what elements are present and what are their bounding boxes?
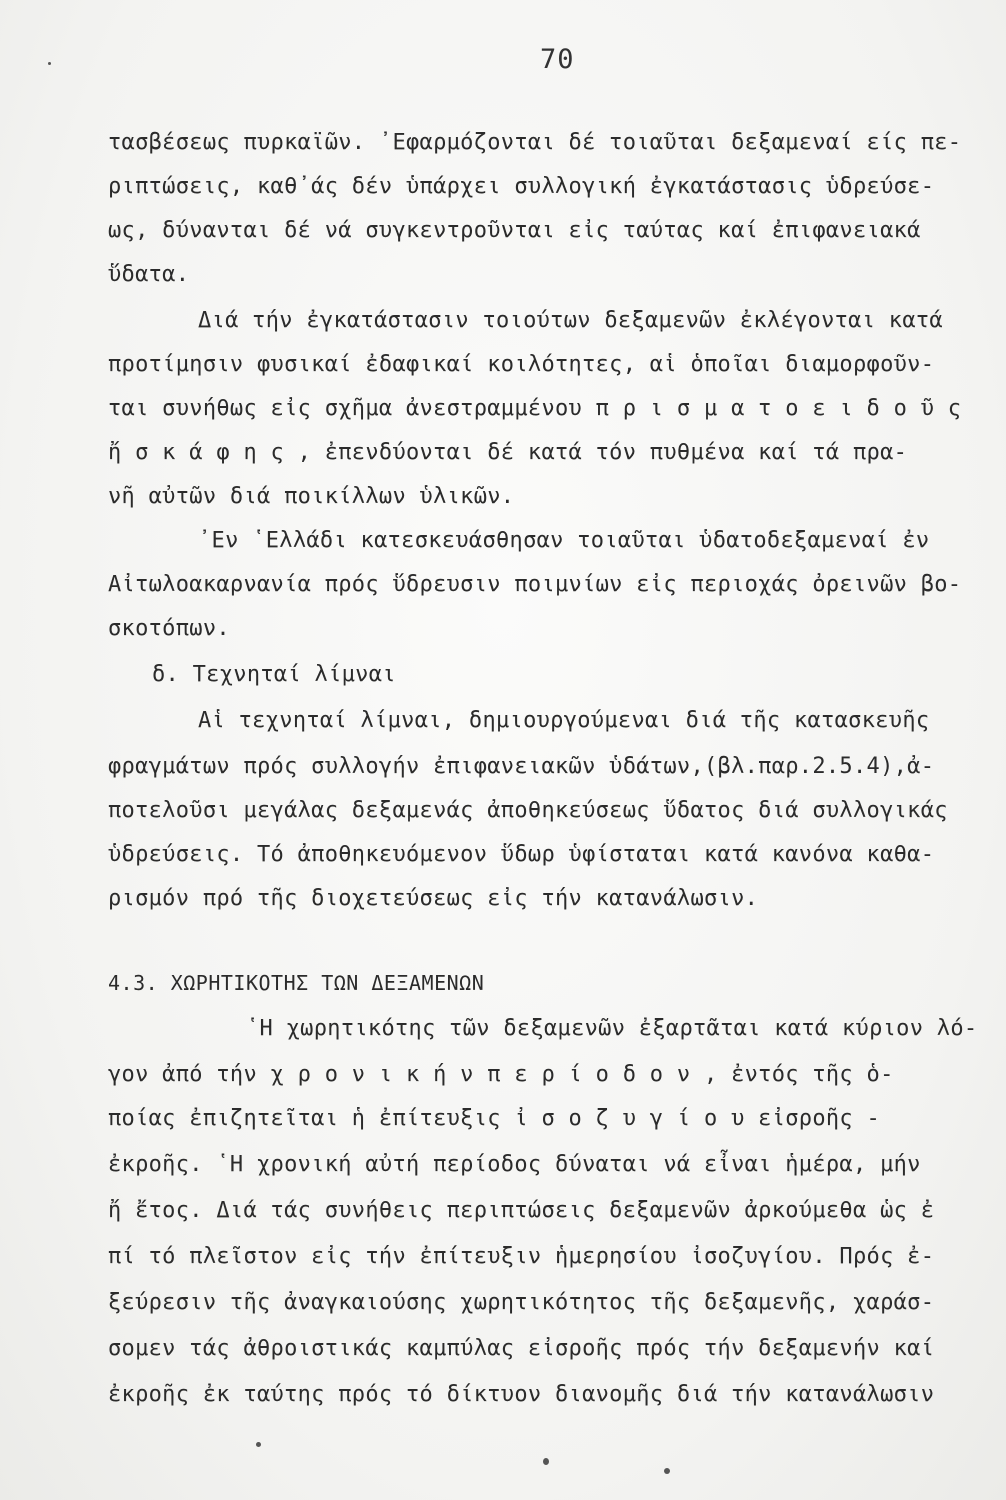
page-number: 70 xyxy=(540,44,575,75)
text-line: ῾Η χωρητικότης τῶν δεξαμενῶν ἐξαρτᾶται κατά κύριον λό- xyxy=(246,1016,978,1041)
text-line: τασβέσεως πυρκαϊῶν. ᾿Εφαρμόζονται δέ τοιαῦται δεξαμεναί είς πε- xyxy=(108,130,962,155)
text-line: ριπτώσεις, καθ᾿άς δέν ὑπάρχει συλλογική ἐγκατάστασις ὑδρεύσε- xyxy=(108,174,935,199)
text-line: φραγμάτων πρός συλλογήν ἐπιφανειακῶν ὑδάτων,(βλ.παρ.2.5.4),ἀ- xyxy=(108,754,935,779)
text-line: ποίας ἐπιζητεῖται ἡ ἐπίτευξις ἰ σ ο ζ υ γ ί ο υ εἰσροῆς - xyxy=(108,1106,881,1131)
scan-speck xyxy=(664,1468,670,1474)
subheading: δ. Τεχνηταί λίμναι xyxy=(152,662,396,687)
text-line: ται συνήθως εἰς σχῆμα ἀνεστραμμένου π ρ ι σ μ α τ ο ε ι δ ο ῦ ς xyxy=(108,396,962,421)
text-line: ἐκροῆς. ῾Η χρονική αὐτή περίοδος δύναται νά εἶναι ἡμέρα, μήν xyxy=(108,1152,921,1177)
section-heading: 4.3. ΧΩΡΗΤΙΚΟΤΗΣ ΤΩΝ ΔΕΞΑΜΕΝΩΝ xyxy=(108,971,485,995)
text-line: ἐκροῆς ἐκ ταύτης πρός τό δίκτυον διανομῆς διά τήν κατανάλωσιν xyxy=(108,1382,935,1407)
scan-speck xyxy=(48,62,51,65)
text-line: ρισμόν πρό τῆς διοχετεύσεως εἰς τήν κατανάλωσιν. xyxy=(108,886,759,911)
text-line: Αἱ τεχνηταί λίμναι, δημιουργούμεναι διά τῆς κατασκευῆς xyxy=(198,708,930,733)
text-line: ἤ σ κ ά φ η ς , ἐπενδύονται δέ κατά τόν πυθμένα καί τά πρα- xyxy=(108,440,908,465)
text-line: γον ἀπό τήν χ ρ ο ν ι κ ή ν π ε ρ ί ο δ ο ν , ἐντός τῆς ὁ- xyxy=(108,1062,894,1087)
text-line: σκοτόπων. xyxy=(108,616,230,641)
scan-speck xyxy=(543,1458,549,1465)
text-line: Αἰτωλοακαρνανία πρός ὕδρευσιν ποιμνίων εἰς περιοχάς ὀρεινῶν βο- xyxy=(108,572,962,597)
text-line: ὕδατα. xyxy=(108,262,190,287)
text-line: ως, δύνανται δέ νά συγκεντροῦνται εἰς ταύτας καί ἐπιφανειακά xyxy=(108,218,921,243)
text-line: σομεν τάς ἀθροιστικάς καμπύλας εἰσροῆς πρός τήν δεξαμενήν καί xyxy=(108,1336,935,1361)
text-line: ποτελοῦσι μεγάλας δεξαμενάς ἀποθηκεύσεως ὕδατος διά συλλογικάς xyxy=(108,798,948,823)
text-line: νῆ αὐτῶν διά ποικίλλων ὑλικῶν. xyxy=(108,484,515,509)
text-line: πί τό πλεῖστον εἰς τήν ἐπίτευξιν ἡμερησίου ἰσοζυγίου. Πρός ἐ- xyxy=(108,1244,935,1269)
text-line: ξεύρεσιν τῆς ἀναγκαιούσης χωρητικότητος τῆς δεξαμενῆς, χαράσ- xyxy=(108,1290,935,1315)
scan-speck xyxy=(256,1442,261,1447)
text-line: Διά τήν ἐγκατάστασιν τοιούτων δεξαμενῶν ἐκλέγονται κατά xyxy=(198,308,943,333)
text-line: ὑδρεύσεις. Τό ἀποθηκευόμενον ὕδωρ ὑφίσταται κατά κανόνα καθα- xyxy=(108,842,935,867)
text-line: προτίμησιν φυσικαί ἐδαφικαί κοιλότητες, αἱ ὁποῖαι διαμορφοῦν- xyxy=(108,352,935,377)
text-line: ἤ ἔτος. Διά τάς συνήθεις περιπτώσεις δεξαμενῶν ἀρκούμεθα ὡς ἐ xyxy=(108,1198,935,1223)
text-line: ᾿Εν ῾Ελλάδι κατεσκευάσθησαν τοιαῦται ὑδατοδεξαμεναί ἐν xyxy=(198,528,930,553)
